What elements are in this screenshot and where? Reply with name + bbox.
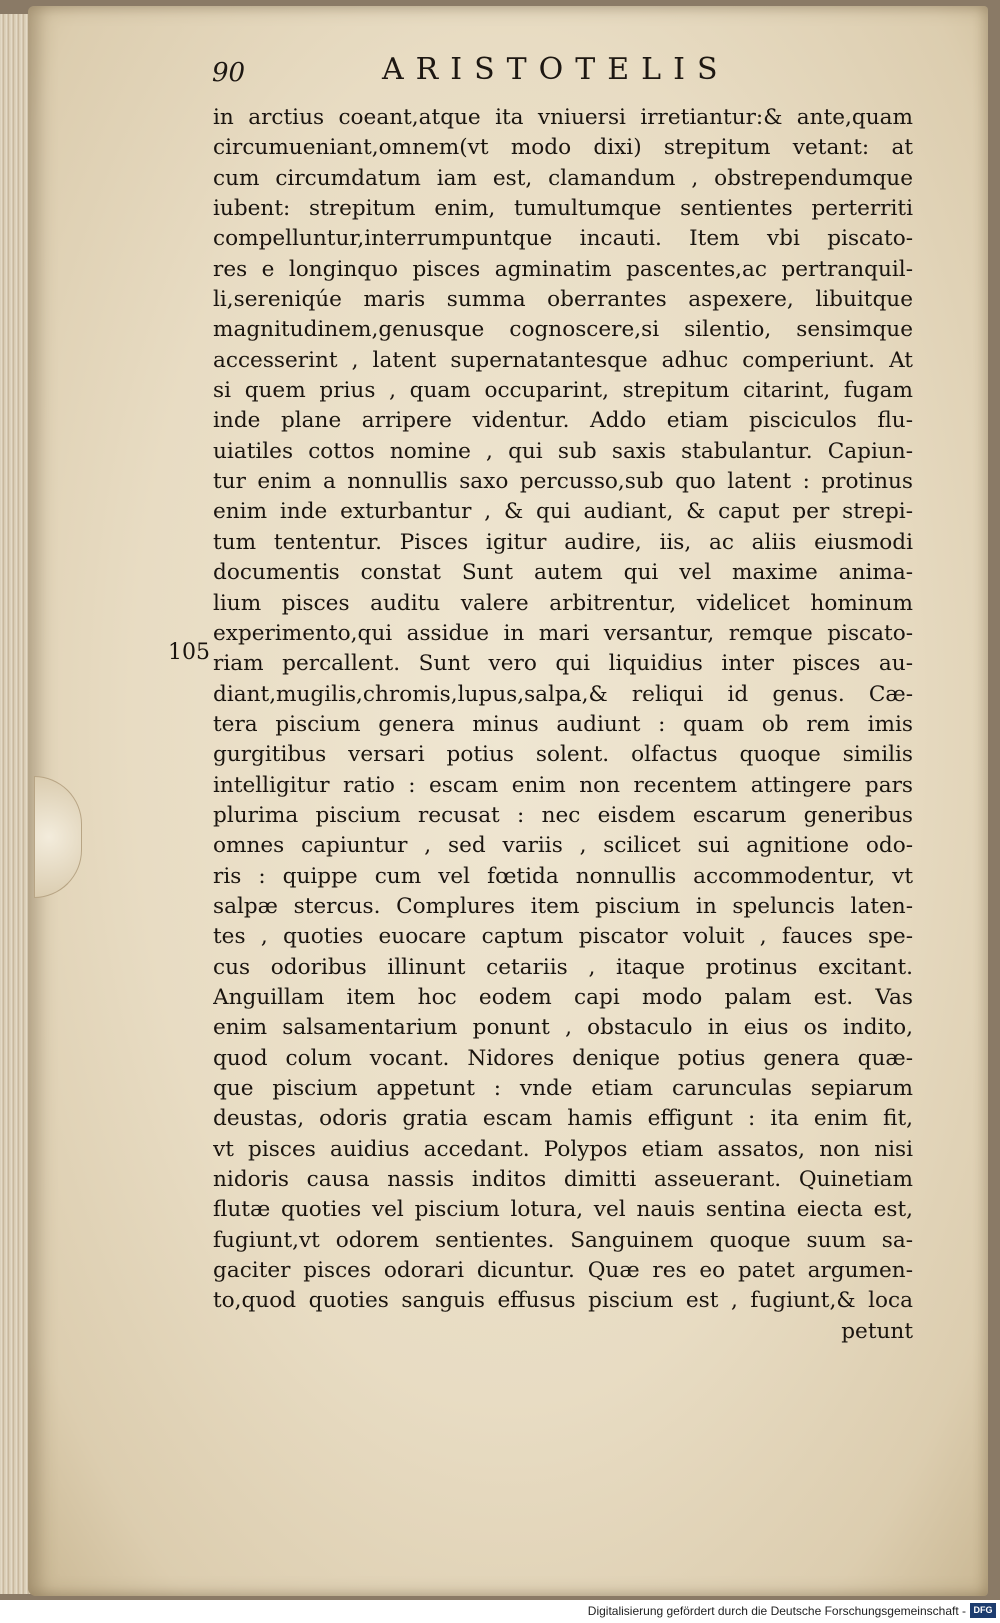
text-line: fugiunt,vt odorem sentientes. Sanguinem quoque suum sa- [213,1227,913,1253]
text-line: magnitudinem,genusque cognoscere,si silentio, sensimque [213,317,913,343]
text-line: in arctius coeant,atque ita vniuersi irretiantur:& ante,quam [213,105,913,130]
catchword: petunt [841,1318,913,1344]
text-line: compelluntur,interrumpuntque incauti. Item vbi piscato- [213,226,913,252]
text-line: tum tententur. Pisces igitur audire, iis, ac aliis eiusmodi [213,529,913,555]
text-line: experimento,qui assidue in mari versantur, remque piscato- [213,620,913,646]
text-line: cus odoribus illinunt cetariis , itaque protinus excitant. [213,954,913,980]
page-clasp [34,776,82,898]
body-text [213,103,913,1347]
text-line: documentis constat Sunt autem qui vel maxime anima- [213,560,913,586]
text-line: lium pisces auditu valere arbitrentur, videlicet hominum [213,590,913,616]
text-line: iubent: strepitum enim, tumultumque sentientes perterriti [213,196,913,222]
text-line: tes , quoties euocare captum piscator voluit , fauces spe- [213,924,913,950]
text-line: tera piscium genera minus audiunt : quam ob rem imis [213,711,913,737]
text-line: inde plane arripere videntur. Addo etiam pisciculos flu- [213,408,913,434]
text-line: res e longinquo pisces agminatim pascentes,ac pertranquil- [213,256,913,282]
text-line: plurima piscium recusat : nec eisdem escarum generibus [213,802,913,828]
text-line: salpæ stercus. Complures item piscium in speluncis laten- [213,893,913,919]
text-line: deustas, odoris gratia escam hamis effigunt : ita enim fit, [213,1106,913,1132]
running-head: ARISTOTELIS [382,52,730,87]
text-line: riam percallent. Sunt vero qui liquidius inter pisces au- [213,651,913,677]
margin-line-number: 105 [168,640,210,665]
text-line: enim salsamentarium ponunt , obstaculo in eius os indito, [213,1015,913,1041]
text-line: intelligitur ratio : escam enim non recentem attingere pars [213,772,913,798]
text-line: ris : quippe cum vel fœtida nonnullis accommodentur, vt [213,863,913,889]
text-line: enim inde exturbantur , & qui audiant, & caput per strepi- [213,499,913,525]
text-line: flutæ quoties vel piscium lotura, vel nauis sentina eiecta est, [213,1197,913,1223]
text-line: to,quod quoties sanguis effusus piscium est , fugiunt,& loca [213,1288,913,1314]
text-line: li,sereniqúe maris summa oberrantes aspexere, libuitque [213,287,913,313]
page-number: 90 [212,58,246,88]
text-line: uiatiles cottos nomine , qui sub saxis stabulantur. Capiun- [213,438,913,464]
text-line: Anguillam item hoc eodem capi modo palam est. Vas [213,984,913,1010]
text-line: accesserint , latent supernatantesque adhuc comperiunt. At [213,347,913,373]
digitization-footer [0,1600,1000,1623]
dfg-logo-icon: DFG [970,1603,996,1618]
page-header [212,52,912,92]
text-line: si quem prius , quam occuparint, strepitum citarint, fugam [213,378,913,404]
text-line: omnes capiuntur , sed variis , scilicet sui agnitione odo- [213,833,913,859]
text-line: cum circumdatum iam est, clamandum , obstrependumque [213,165,913,191]
text-line: circumueniant,omnem(vt modo dixi) strepitum vetant: at [213,135,913,161]
text-line: quod colum vocant. Nidores denique potius genera quæ- [213,1045,913,1071]
text-line: tur enim a nonnullis saxo percusso,sub quo latent : protinus [213,469,913,495]
text-line: que piscium appetunt : vnde etiam carunculas sepiarum [213,1076,913,1101]
funding-credit: Digitalisierung gefördert durch die Deutsche Forschungsgemeinschaft - [587,1604,966,1618]
text-line: vt pisces auidius accedant. Polypos etiam assatos, non nisi [213,1136,913,1162]
text-line: gurgitibus versari potius solent. olfactus quoque similis [213,742,913,768]
text-line: gaciter pisces odorari dicuntur. Quæ res eo patet argumen- [213,1258,913,1284]
text-line: diant,mugilis,chromis,lupus,salpa,& reliqui id genus. Cæ- [213,681,913,707]
text-line: nidoris causa nassis inditos dimitti asseuerant. Quinetiam [213,1167,913,1193]
